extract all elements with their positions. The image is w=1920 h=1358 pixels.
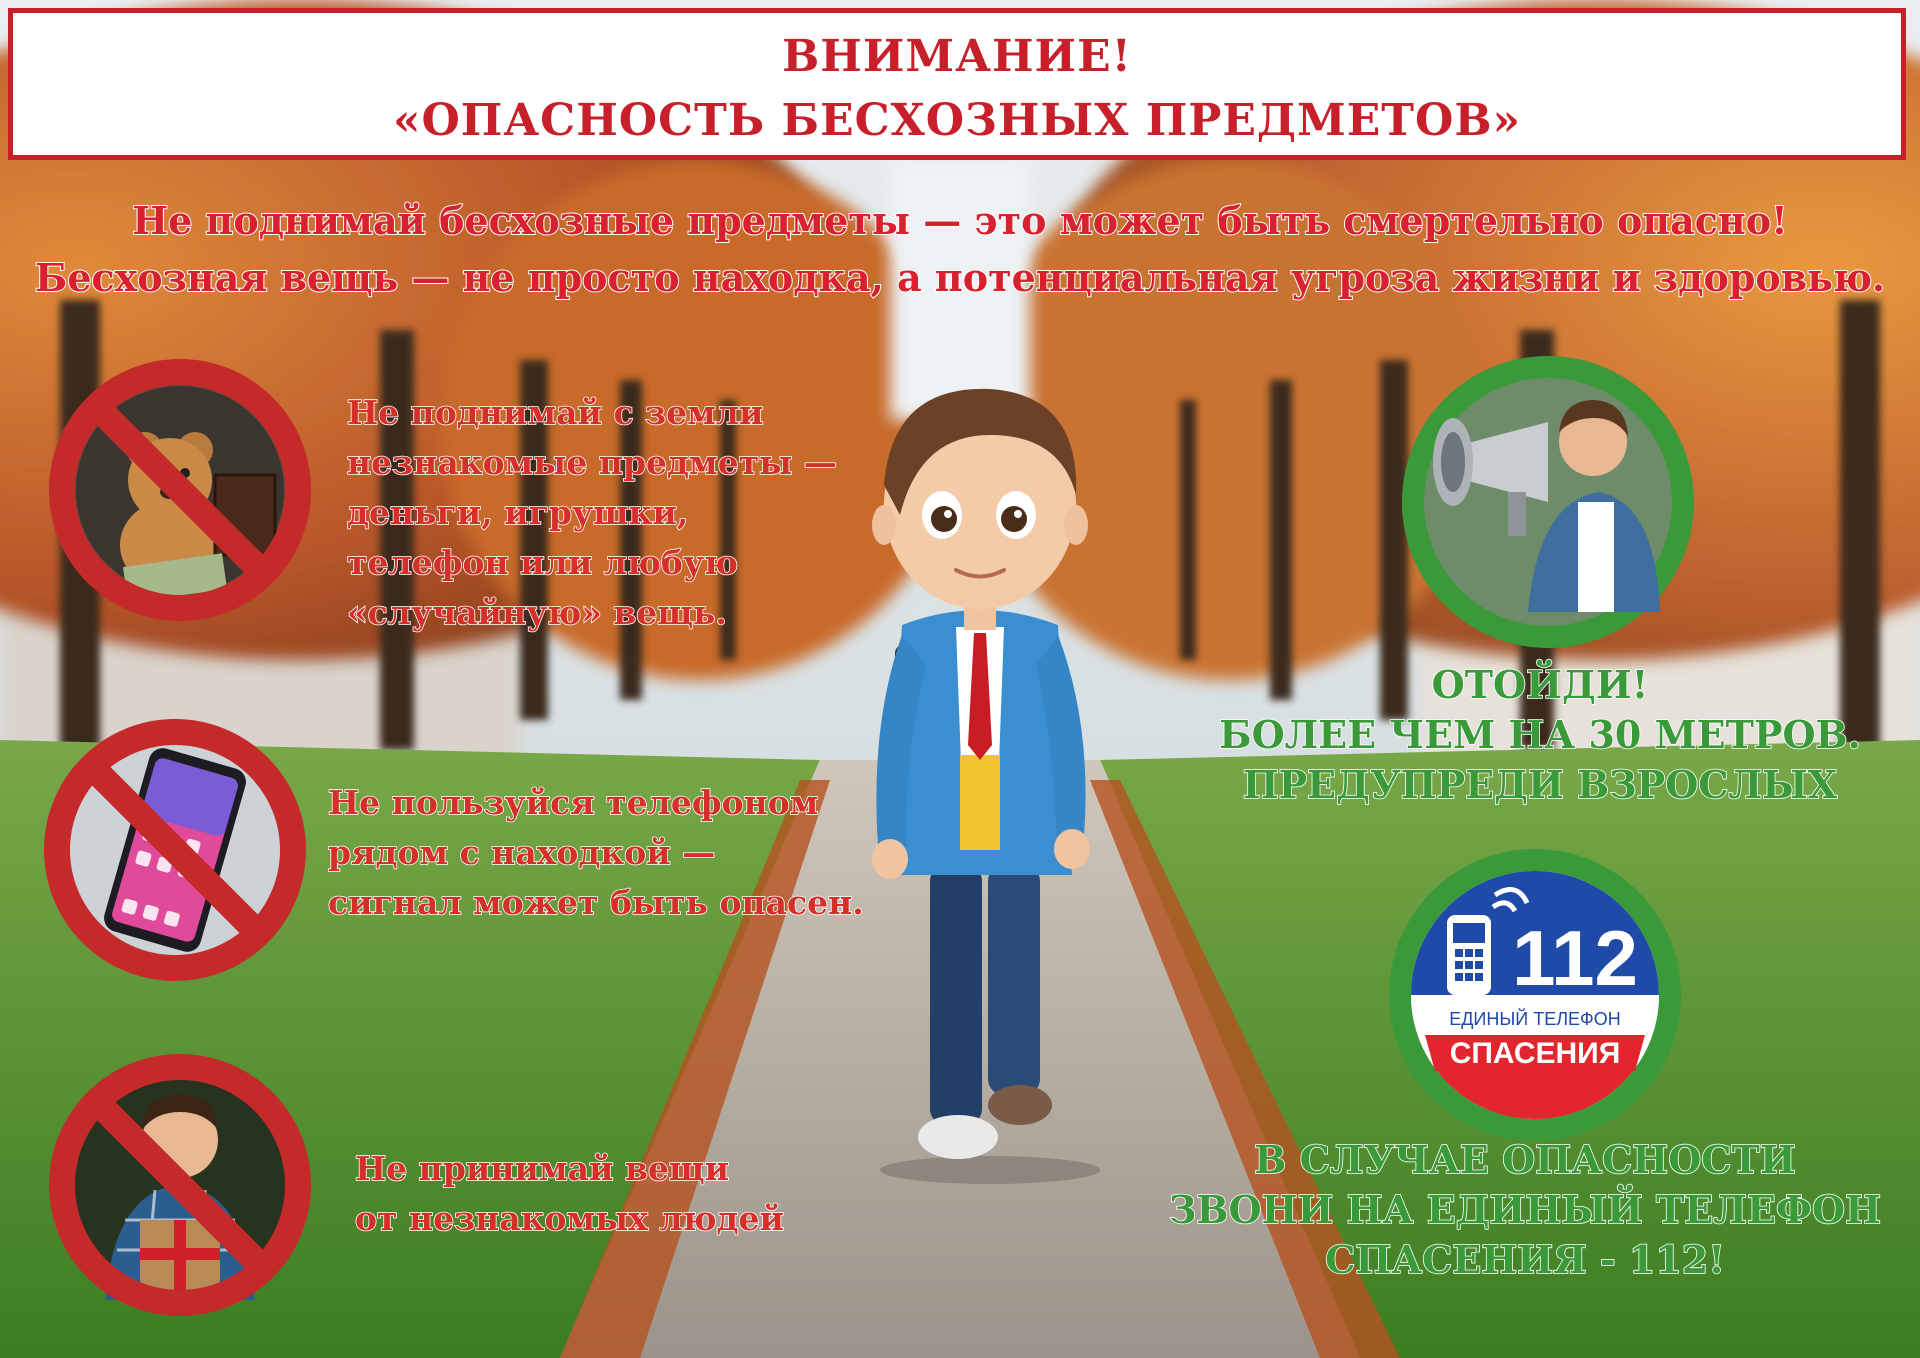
action-1-line: ОТОЙДИ! — [1431, 662, 1649, 707]
action-1-line: БОЛЕЕ ЧЕМ НА 30 МЕТРОВ. — [1219, 712, 1861, 757]
smartphone-icon — [40, 715, 310, 985]
intro-line-2: Бесхозная вещь — не просто находка, а потенциальная угроза жизни и здоровью. — [34, 255, 1886, 300]
rule-1-line: деньги, игрушки, — [347, 493, 689, 532]
rule-1-line: Не поднимай с земли — [347, 393, 764, 432]
rule-3-line: от незнакомых людей — [355, 1199, 785, 1238]
header-subtitle: «ОПАСНОСТЬ БЕСХОЗНЫХ ПРЕДМЕТОВ» — [392, 95, 1522, 146]
logo-caption-top: ЕДИНЫЙ ТЕЛЕФОН — [1449, 1009, 1621, 1029]
header-banner — [8, 8, 1906, 160]
stranger-with-gift-icon — [45, 1050, 315, 1320]
megaphone-teen-icon — [1398, 352, 1698, 652]
rule-2-line: Не пользуйся телефоном — [328, 783, 819, 822]
rule-1-line: телефон или любую — [347, 543, 738, 582]
emergency-112-logo-icon — [1385, 845, 1685, 1145]
rule-2-text — [328, 778, 888, 928]
rule-2-line: рядом с находкой — — [328, 833, 716, 872]
teddy-bear-and-money-icon — [45, 355, 315, 625]
rule-2-line: сигнал может быть опасен. — [328, 883, 864, 922]
rule-1-line: «случайную» вещь. — [347, 593, 727, 632]
rule-3-line: Не принимай вещи — [355, 1149, 730, 1188]
action-1-text — [1160, 660, 1920, 810]
rule-1-line: незнакомые предметы — — [347, 443, 837, 482]
rule-1-text — [347, 388, 867, 638]
action-2-line: В СЛУЧАЕ ОПАСНОСТИ — [1254, 1137, 1796, 1182]
action-2-text — [1130, 1135, 1920, 1285]
action-2-line: ЗВОНИ НА ЕДИНЫЙ ТЕЛЕФОН — [1169, 1187, 1881, 1232]
action-2-line: СПАСЕНИЯ - 112! — [1325, 1237, 1725, 1282]
rule-3-text — [355, 1144, 815, 1244]
boy-walking-illustration — [840, 365, 1120, 1185]
intro-line-1: Не поднимай бесхозные предметы — это может быть смертельно опасно! — [132, 198, 1788, 243]
header-title: ВНИМАНИЕ! — [782, 31, 1132, 82]
logo-caption-bottom: СПАСЕНИЯ — [1449, 1037, 1621, 1070]
action-1-line: ПРЕДУПРЕДИ ВЗРОСЛЫХ — [1242, 762, 1838, 807]
logo-112-number: 112 — [1512, 914, 1638, 1002]
